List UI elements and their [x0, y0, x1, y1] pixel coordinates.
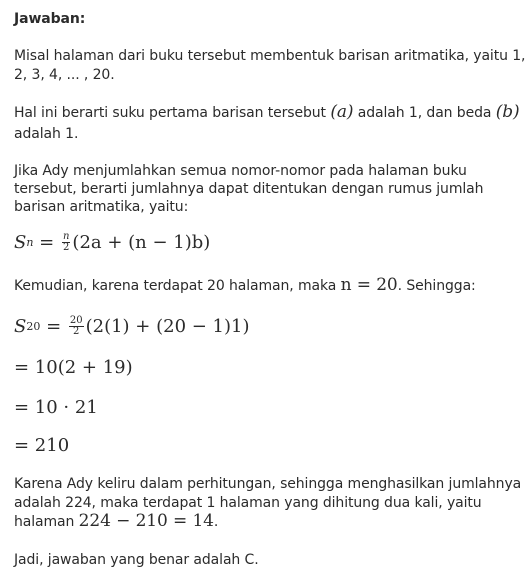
para5-line3-text: halaman	[14, 514, 79, 530]
step1-rhs: (2(1) + (20 − 1)1)	[85, 315, 250, 337]
step3-equation: = 10 · 21	[14, 396, 98, 418]
formula-frac-den: 2	[63, 241, 70, 253]
para4-text: Kemudian, karena terdapat 20 halaman, maka	[14, 278, 341, 294]
sum-formula	[14, 228, 210, 256]
variable-a: (a)	[330, 102, 354, 122]
para2-line1	[14, 103, 520, 122]
para5-line2: adalah 224, maka terdapat 1 halaman yang dihitung dua kali, yaitu	[14, 495, 482, 511]
para5-line1: Karena Ady keliru dalam perhitungan, sehingga menghasilkan jumlahnya	[14, 476, 522, 492]
formula-fraction	[62, 232, 70, 253]
formula-rhs: (2a + (n − 1)b)	[72, 231, 211, 253]
step2-equation: = 10(2 + 19)	[14, 356, 133, 378]
step1-equation	[14, 312, 250, 340]
para3-line1: Jika Ady menjumlahkan semua nomor-nomor pada halaman buku	[14, 163, 467, 179]
answer-heading: Jawaban:	[14, 11, 86, 27]
formula-frac-num: n	[62, 230, 70, 242]
para5-line3	[14, 512, 218, 531]
para2-text-b: adalah 1, dan beda	[353, 105, 496, 121]
formula-lhs-sub: n	[26, 235, 34, 249]
conclusion: Jadi, jawaban yang benar adalah C.	[14, 552, 259, 568]
para1-line1: Misal halaman dari buku tersebut membentuk barisan aritmatika, yaitu 1,	[14, 48, 525, 64]
para5-line3-tail: .	[213, 514, 219, 530]
step1-fraction	[69, 316, 84, 337]
para4-math: n = 20	[340, 275, 398, 295]
para4	[14, 276, 476, 295]
para3-line3: barisan aritmatika, yaitu:	[14, 199, 189, 215]
step1-equals: =	[40, 315, 67, 337]
para3-line2: tersebut, berarti jumlahnya dapat ditentukan dengan rumus jumlah	[14, 181, 484, 197]
variable-b: (b)	[495, 102, 520, 122]
para2-text-a: Hal ini berarti suku pertama barisan tersebut	[14, 105, 331, 121]
step1-frac-num: 20	[69, 314, 83, 326]
para4-tail: . Sehingga:	[397, 278, 476, 294]
step1-lhs-sub: 20	[26, 319, 41, 333]
para1-line2: 2, 3, 4, ... , 20.	[14, 67, 115, 83]
para2-line2: adalah 1.	[14, 126, 79, 142]
formula-equals: =	[33, 231, 60, 253]
formula-lhs: S	[14, 231, 27, 253]
step1-frac-den: 2	[73, 325, 80, 337]
para5-line3-math: 224 − 210 = 14	[78, 511, 214, 531]
step4-equation: = 210	[14, 434, 70, 456]
step1-lhs: S	[14, 315, 27, 337]
